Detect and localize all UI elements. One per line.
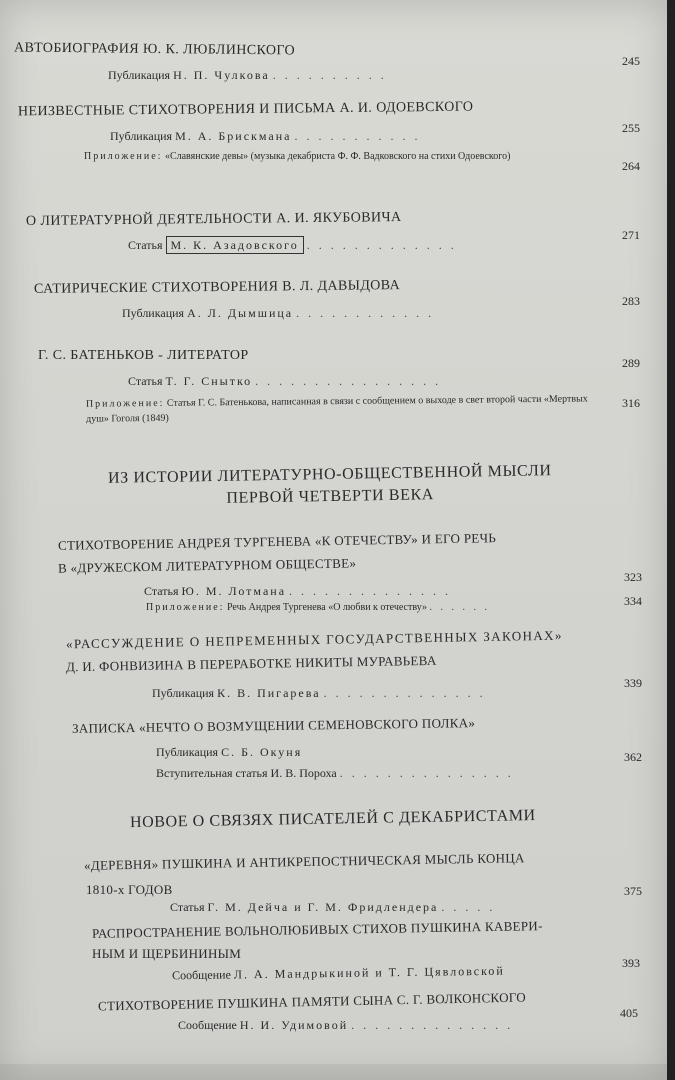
next-page-edge — [0, 1064, 668, 1080]
entry-title: НЕИЗВЕСТНЫЕ СТИХОТВОРЕНИЯ И ПИСЬМА А. И. ОДОЕВСКОГО — [17, 99, 474, 120]
page-number: 245 — [622, 54, 640, 68]
entry-byline: Статья Ю. М. Лотмана . . . . . . . . . . . . . . — [144, 584, 452, 598]
entry-appendix: Приложение: Статья Г. С. Батенькова, написанная в связи с сообщением о выходе в свет второй части «Мертвых душ» Гоголя (1849) — [85, 393, 588, 425]
entry-byline: Вступительная статья И. В. Пороха . . . . . . . . . . . . . . . — [156, 766, 514, 780]
entry-byline: Публикация Н. П. Чулкова . . . . . . . . . . — [108, 68, 387, 82]
entry-title: О ЛИТЕРАТУРНОЙ ДЕЯТЕЛЬНОСТИ А. И. ЯКУБОВИЧА — [25, 210, 402, 229]
page-number: 405 — [620, 1006, 638, 1020]
entry-byline: Статья Г. М. Дейча и Г. М. Фридлендера . . . . . — [170, 900, 496, 914]
entry-title: Г. С. БАТЕНЬКОВ - ЛИТЕРАТОР — [38, 348, 249, 363]
entry-title: САТИРИЧЕСКИЕ СТИХОТВОРЕНИЯ В. Л. ДАВЫДОВА — [33, 278, 401, 297]
entry-byline: Сообщение Л. А. Мандрыкиной и Т. Г. Цявловской — [171, 963, 505, 983]
page-number: 362 — [624, 750, 642, 764]
page-number: 375 — [624, 884, 642, 898]
entry-title: «РАССУЖДЕНИЕ О НЕПРЕМЕННЫХ ГОСУДАРСТВЕННЫХ ЗАКОНАХ» — [65, 627, 563, 652]
entry-title: СТИХОТВОРЕНИЕ АНДРЕЯ ТУРГЕНЕВА «К ОТЕЧЕСТВУ» И ЕГО РЕЧЬ — [57, 530, 497, 553]
entry-title: СТИХОТВОРЕНИЕ ПУШКИНА ПАМЯТИ СЫНА С. Г. ВОЛКОНСКОГО — [97, 989, 527, 1014]
entry-byline: Статья Т. Г. Снытко . . . . . . . . . . . . . . . . — [128, 374, 442, 388]
entry-title: ЗАПИСКА «НЕЧТО О ВОЗМУЩЕНИИ СЕМЕНОВСКОГО ПОЛКА» — [71, 715, 476, 736]
page-edge-shadow — [667, 0, 675, 1080]
section-heading: ИЗ ИСТОРИИ ЛИТЕРАТУРНО-ОБЩЕСТВЕННОЙ МЫСЛИ ПЕРВОЙ ЧЕТВЕРТИ ВЕКА — [107, 462, 552, 507]
page-number: 316 — [622, 396, 640, 410]
entry-title: РАСПРОСТРАНЕНИЕ ВОЛЬНОЛЮБИВЫХ СТИХОВ ПУШКИНА КАВЕРИ- — [91, 918, 543, 941]
entry-title: АВТОБИОГРАФИЯ Ю. К. ЛЮБЛИНСКОГО — [13, 40, 296, 59]
entry-appendix: Приложение: «Славянские девы» (музыка декабриста Ф. Ф. Вадковского на стихи Одоевского) — [84, 151, 511, 162]
entry-appendix: Приложение: Речь Андрея Тургенева «О любви к отечеству» . . . . . . — [146, 602, 490, 613]
entry-byline: Статья М. К. Азадовского . . . . . . . . . . . . . — [128, 238, 457, 252]
entry-byline: Публикация С. Б. Окуня — [156, 745, 303, 759]
page-number: 264 — [622, 159, 640, 173]
page-number: 271 — [622, 228, 640, 242]
page-number: 289 — [622, 356, 640, 370]
entry-byline: Публикация М. А. Брискмана . . . . . . . . . . . — [110, 129, 421, 143]
entry-title: 1810-х ГОДОВ — [86, 882, 173, 897]
entry-byline: Публикация К. В. Пигарева . . . . . . . . . . . . . . — [152, 686, 486, 700]
section-heading: НОВОЕ О СВЯЗЯХ ПИСАТЕЛЕЙ С ДЕКАБРИСТАМИ — [129, 807, 536, 832]
entry-title: «ДЕРЕВНЯ» ПУШКИНА И АНТИКРЕПОСТНИЧЕСКАЯ МЫСЛЬ КОНЦА — [83, 850, 525, 873]
page-number: 334 — [624, 594, 642, 608]
entry-title: НЫМ И ЩЕРБИНИНЫМ — [92, 946, 242, 961]
page-number: 339 — [624, 676, 642, 690]
entry-byline: Сообщение Н. И. Удимовой . . . . . . . . . . . . . . — [178, 1018, 514, 1032]
entry-byline: Публикация А. Л. Дымшица . . . . . . . . . . . . — [122, 306, 435, 320]
entry-title: В «ДРУЖЕСКОМ ЛИТЕРАТУРНОМ ОБЩЕСТВЕ» — [57, 555, 357, 576]
page-number: 283 — [622, 294, 640, 308]
page-number: 323 — [624, 570, 642, 584]
entry-title: Д. И. ФОНВИЗИНА В ПЕРЕРАБОТКЕ НИКИТЫ МУРАВЬЕВА — [65, 652, 437, 675]
page-number: 393 — [622, 956, 640, 970]
page-number: 255 — [622, 121, 640, 135]
